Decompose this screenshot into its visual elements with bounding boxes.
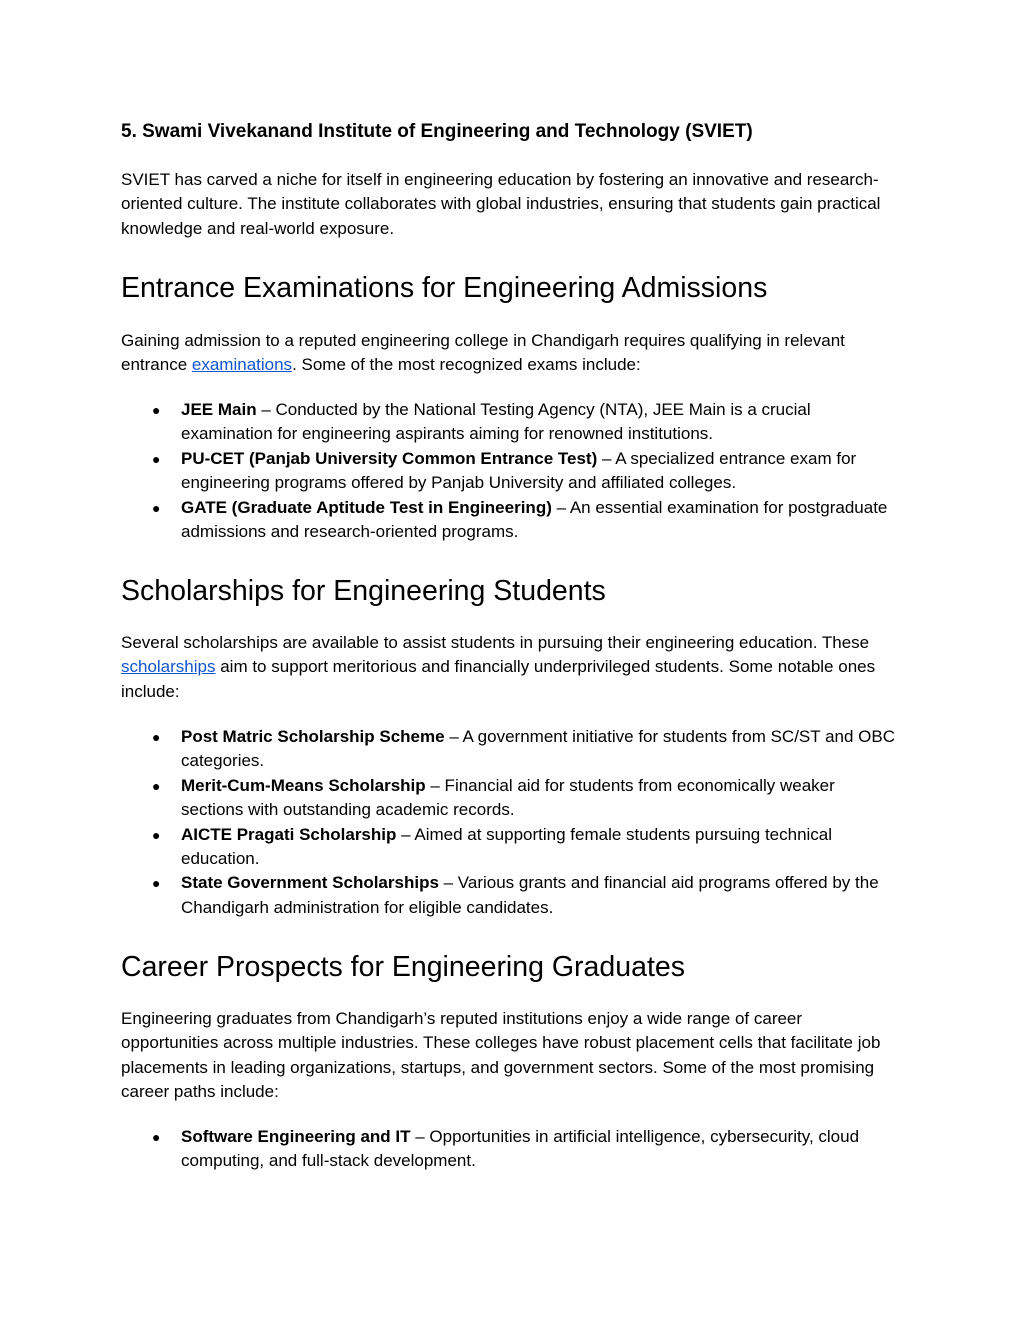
item-title: GATE (Graduate Aptitude Test in Engineering) [181,497,552,517]
item-text: – Aimed at supporting female students pursuing technical education. [181,824,833,869]
item-title: PU-CET (Panjab University Common Entrance Test) [181,448,598,468]
examinations-link[interactable]: examinations [191,355,293,375]
item-text: – A government initiative for students from SC/ST and OBC categories. [181,727,895,771]
item-text: – A specialized entrance exam for engineering programs offered by Panjab University and affiliated colleges. [181,448,857,493]
list-item [121,398,901,447]
item-text: – Various grants and financial aid programs offered by the Chandigarh administration for eligible candidates. [181,873,879,917]
list-item [121,725,901,774]
bullet-icon: ● [152,1129,161,1145]
scholarship-list [121,725,901,920]
item-text: – Opportunities in artificial intelligence, cybersecurity, cloud computing, and full-stack development. [181,1127,860,1171]
bullet-icon: ● [152,729,161,745]
item-text: – An essential examination for postgraduate admissions and research-oriented programs. [181,497,888,542]
career-heading: Career Prospects for Engineering Graduates [121,951,685,983]
list-item [121,823,901,872]
item-text: – Conducted by the National Testing Agency (NTA), JEE Main is a crucial examination for engineering aspirants aiming for renowned institutions. [181,400,811,444]
sviet-heading: 5. Swami Vivekanand Institute of Engineering and Technology (SVIET) [121,121,753,142]
list-item [121,1125,901,1174]
entrance-text-after: . Some of the most recognized exams include: [292,355,641,375]
list-item [121,871,901,920]
bullet-icon: ● [152,402,161,418]
scholarships-link[interactable]: scholarships [121,657,216,677]
list-item [121,447,901,496]
bullet-icon: ● [152,777,161,794]
career-list [121,1125,901,1174]
entrance-paragraph [121,329,901,378]
entrance-text-before: Gaining admission to a reputed engineering college in Chandigarh requires qualifying in relevant entrance [121,331,845,375]
item-title: Post Matric Scholarship Scheme [181,727,445,746]
list-item [121,496,901,545]
item-title: State Government Scholarships [181,873,439,893]
bullet-icon: ● [152,499,161,516]
scholarships-text-after: aim to support meritorious and financially underprivileged students. Some notable ones include: [121,657,876,701]
bullet-icon: ● [152,875,161,892]
item-title: Merit-Cum-Means Scholarship [181,775,426,795]
scholarships-paragraph [121,631,901,704]
item-title: JEE Main [181,400,257,419]
bullet-icon: ● [152,450,161,467]
item-title: AICTE Pragati Scholarship [181,824,397,844]
scholarships-heading: Scholarships for Engineering Students [121,575,606,607]
entrance-exam-list [121,398,901,544]
career-paragraph: Engineering graduates from Chandigarh’s reputed institutions enjoy a wide range of career opportunities across multiple industries. These colleges have robust placement cells that facilitate job placements in leading organizations, startups, and government sectors. Some of the most promising career paths include: [121,1009,881,1102]
list-item [121,774,901,823]
item-title: Software Engineering and IT [181,1127,411,1146]
entrance-heading: Entrance Examinations for Engineering Admissions [121,272,768,304]
item-text: – Financial aid for students from economically weaker sections with outstanding academic records. [181,775,835,820]
scholarships-text-before: Several scholarships are available to assist students in pursuing their engineering education. These [121,633,870,652]
bullet-icon: ● [152,826,161,843]
sviet-paragraph: SVIET has carved a niche for itself in engineering education by fostering an innovative and research-oriented culture. The institute collaborates with global industries, ensuring that students gain practical knowledge and real-world exposure. [121,170,881,238]
